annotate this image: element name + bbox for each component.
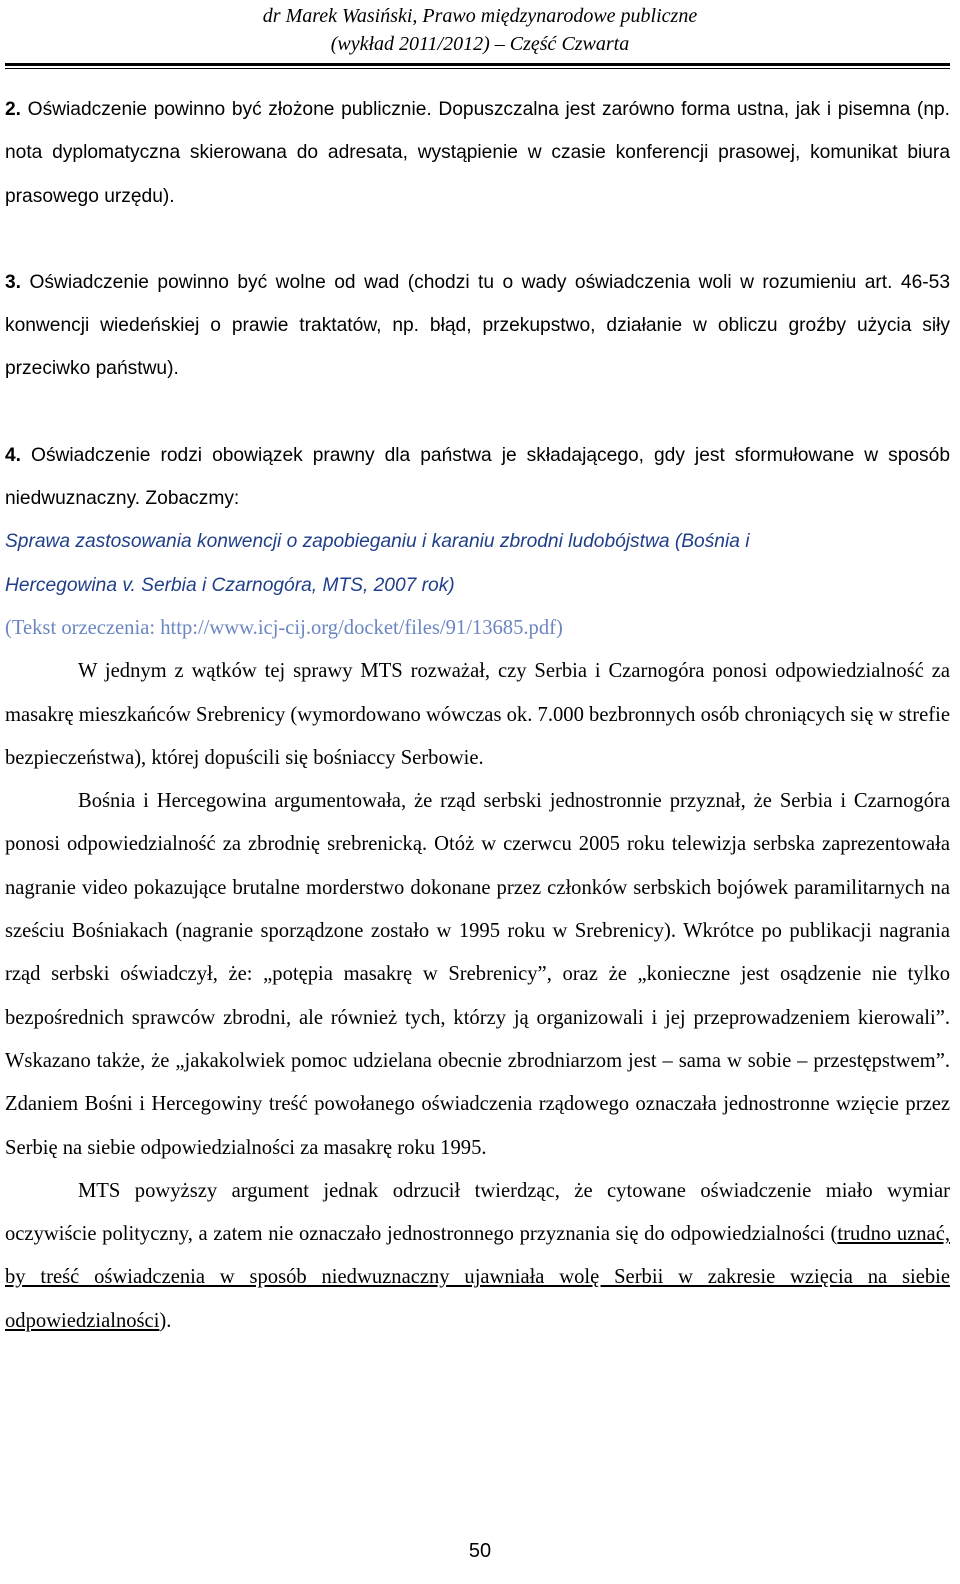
paragraph-2: [5, 88, 950, 218]
judgment-link[interactable]: (Tekst orzeczenia: http://www.icj-cij.org/docket/files/91/13685.pdf): [5, 616, 563, 639]
paragraph-3: [5, 261, 950, 391]
paragraph-c-underlined: trudno uznać, by treść oświadczenia w sposób niedwuznaczny ujawniała wolę Serbii w zakresie wzięcia na siebie odpowiedzialności: [5, 1223, 950, 1332]
paragraph-3-text: Oświadczenie powinno być wolne od wad (chodzi tu o wady oświadczenia woli w rozumieniu art. 46-53 konwencji wiedeńskiej o prawie traktatów, np. błąd, przekupstwo, działanie w obliczu groźby użycia siły przeciwko państwu).: [5, 271, 950, 380]
case-title-line-2: Hercegowina v. Serbia i Czarnogóra, MTS, 2007 rok): [5, 574, 455, 596]
page-number: 50: [468, 1540, 492, 1562]
page-header: [0, 2, 960, 58]
document-body: [5, 88, 950, 1343]
paragraph-3-number: 3.: [5, 271, 22, 293]
paragraph-2-text: Oświadczenie powinno być złożone publicznie. Dopuszczalna jest zarówno forma ustna, jak i pisemna (np. nota dyplomatyczna skierowana do adresata, wystąpienie w czasie konferencji prasowej, komunikat biura prasowego urzędu).: [5, 99, 950, 207]
paragraph-c: [5, 1170, 950, 1343]
header-rule-thin: [5, 68, 950, 69]
header-line-1: dr Marek Wasiński, Prawo międzynarodowe publiczne: [262, 5, 698, 27]
paragraph-4-text: Oświadczenie rodzi obowiązek prawny dla państwa je składającego, gdy jest sformułowane w sposób niedwuznaczny. Zobaczmy:: [5, 444, 950, 510]
paragraph-c-text: MTS powyższy argument jednak odrzucił twierdząc, że cytowane oświadczenie miało wymiar oczywiście polityczny, a zatem nie oznaczało jednostronnego przyznania się do odpowiedzialności (: [5, 1179, 950, 1246]
paragraph-b: Bośnia i Hercegowina argumentowała, że rząd serbski jednostronnie przyznał, że Serbia i Czarnogóra ponosi odpowiedzialność za zbrodnię srebrenicką. Otóż w czerwcu 2005 roku telewizja serbska zaprezentowała nagranie video pokazujące brutalne morderstwo dokonane przez członków serbskich bojówek paramilitarnych na sześciu Bośniakach (nagranie sporządzone zostało w 1995 roku w Srebrenicy). Wkrótce po publikacji nagrania rząd serbski oświadczył, że: „potępia masakrę w Srebrenicy”, oraz że „konieczne jest osądzenie nie tylko bezpośrednich sprawców zbrodni, ale również tych, którzy ją organizowali i jej przeprowadzeniem kierowali”. Wskazano także, że „jakakolwiek pomoc udzielana obecnie zbrodniarzom jest – sama w sobie – przestępstwem”. Zdaniem Bośni i Hercegowiny treść powołanego oświadczenia rządowego oznaczała jednostronne wzięcie przez Serbię na siebie odpowiedzialności za masakrę roku 1995.: [5, 790, 950, 1159]
paragraph-c-end: ).: [159, 1309, 172, 1332]
paragraph-4-number: 4.: [5, 444, 22, 466]
header-rule-thick: [5, 63, 950, 66]
paragraph-2-number: 2.: [5, 99, 22, 120]
header-line-2: (wykład 2011/2012) – Część Czwarta: [330, 33, 630, 55]
paragraph-4: [5, 434, 950, 521]
case-title-line-1: Sprawa zastosowania konwencji o zapobieganiu i karaniu zbrodni ludobójstwa (Bośnia i: [5, 531, 750, 553]
paragraph-a: W jednym z wątków tej sprawy MTS rozważał, czy Serbia i Czarnogóra ponosi odpowiedzialność za masakrę mieszkańców Srebrenicy (wymordowano wówczas ok. 7.000 bezbronnych osób chroniących się w strefie bezpieczeństwa), której dopuścili się bośniaccy Serbowie.: [5, 660, 950, 769]
